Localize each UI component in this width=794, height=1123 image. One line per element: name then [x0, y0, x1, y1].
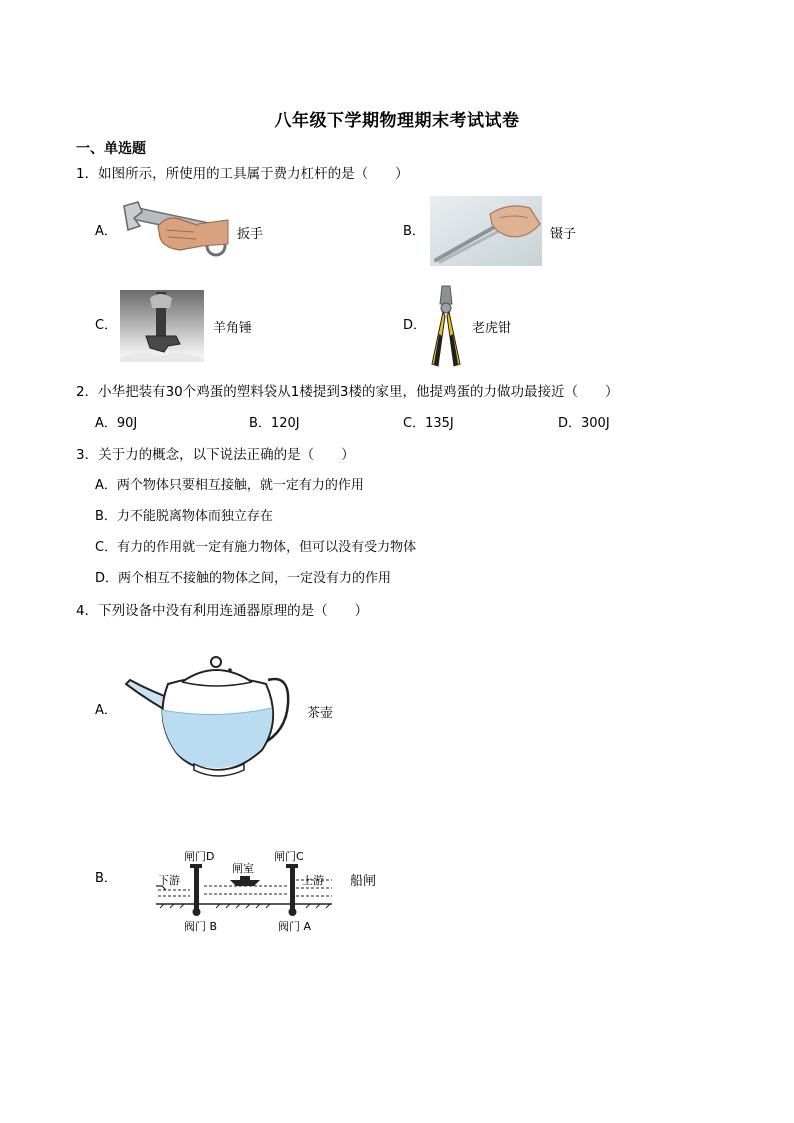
q2-option-d[interactable]: D．300J: [558, 416, 610, 431]
teapot-icon: [122, 640, 294, 780]
q3-option-d[interactable]: D．两个相互不接触的物体之间，一定没有力的作用: [95, 571, 392, 586]
q4-option-b-label: 船闸: [350, 874, 377, 889]
q2-option-a[interactable]: A．90J: [95, 416, 138, 431]
q3-option-a[interactable]: A．两个物体只要相互接触，就一定有力的作用: [95, 478, 364, 493]
valve-b-label: 阀门 B: [184, 920, 218, 933]
q2-option-c[interactable]: C．135J: [403, 416, 454, 431]
q1-option-d-label: 老虎钳: [472, 321, 512, 336]
q3-option-b[interactable]: B．力不能脱离物体而独立存在: [95, 509, 273, 524]
q1-option-a-label: 扳手: [237, 227, 264, 242]
q4-option-b-letter[interactable]: B．: [95, 871, 117, 886]
q4-option-a-letter[interactable]: A．: [95, 703, 117, 718]
pliers-icon: [428, 284, 464, 368]
tweezers-icon: [430, 196, 542, 266]
q1-option-a-letter[interactable]: A．: [95, 224, 117, 239]
wrench-icon: [120, 196, 230, 268]
question-1-stem: 1．如图所示，所使用的工具属于费力杠杆的是（ ）: [76, 166, 409, 182]
gate-d-label: 闸门D: [184, 850, 215, 863]
q1-option-d-letter[interactable]: D．: [403, 318, 427, 333]
upstream-label: 上游: [302, 874, 324, 887]
q1-option-c-label: 羊角锤: [213, 321, 253, 336]
question-3-stem: 3．关于力的概念，以下说法正确的是（ ）: [76, 447, 355, 463]
q1-option-b-label: 镊子: [550, 227, 577, 242]
downstream-label: 下游: [158, 874, 180, 887]
question-2-stem: 2．小华把装有30个鸡蛋的塑料袋从1楼提到3楼的家里，他提鸡蛋的力做功最接近（ ）: [76, 384, 619, 400]
ship-lock-icon: [156, 846, 332, 936]
q3-option-c[interactable]: C．有力的作用就一定有施力物体，但可以没有受力物体: [95, 540, 417, 555]
q1-option-c-letter[interactable]: C．: [95, 318, 118, 333]
section-heading: 一、单选题: [76, 141, 146, 157]
chamber-label: 闸室: [232, 862, 254, 875]
valve-a-label: 阀门 A: [278, 920, 312, 933]
q2-option-b[interactable]: B．120J: [249, 416, 300, 431]
question-4-stem: 4．下列设备中没有利用连通器原理的是（ ）: [76, 603, 369, 619]
q4-option-a-label: 茶壶: [307, 706, 334, 721]
claw-hammer-icon: [120, 290, 204, 362]
page-title: 八年级下学期物理期末考试试卷: [274, 111, 520, 131]
q1-option-b-letter[interactable]: B．: [403, 224, 425, 239]
gate-c-label: 闸门C: [274, 850, 304, 863]
